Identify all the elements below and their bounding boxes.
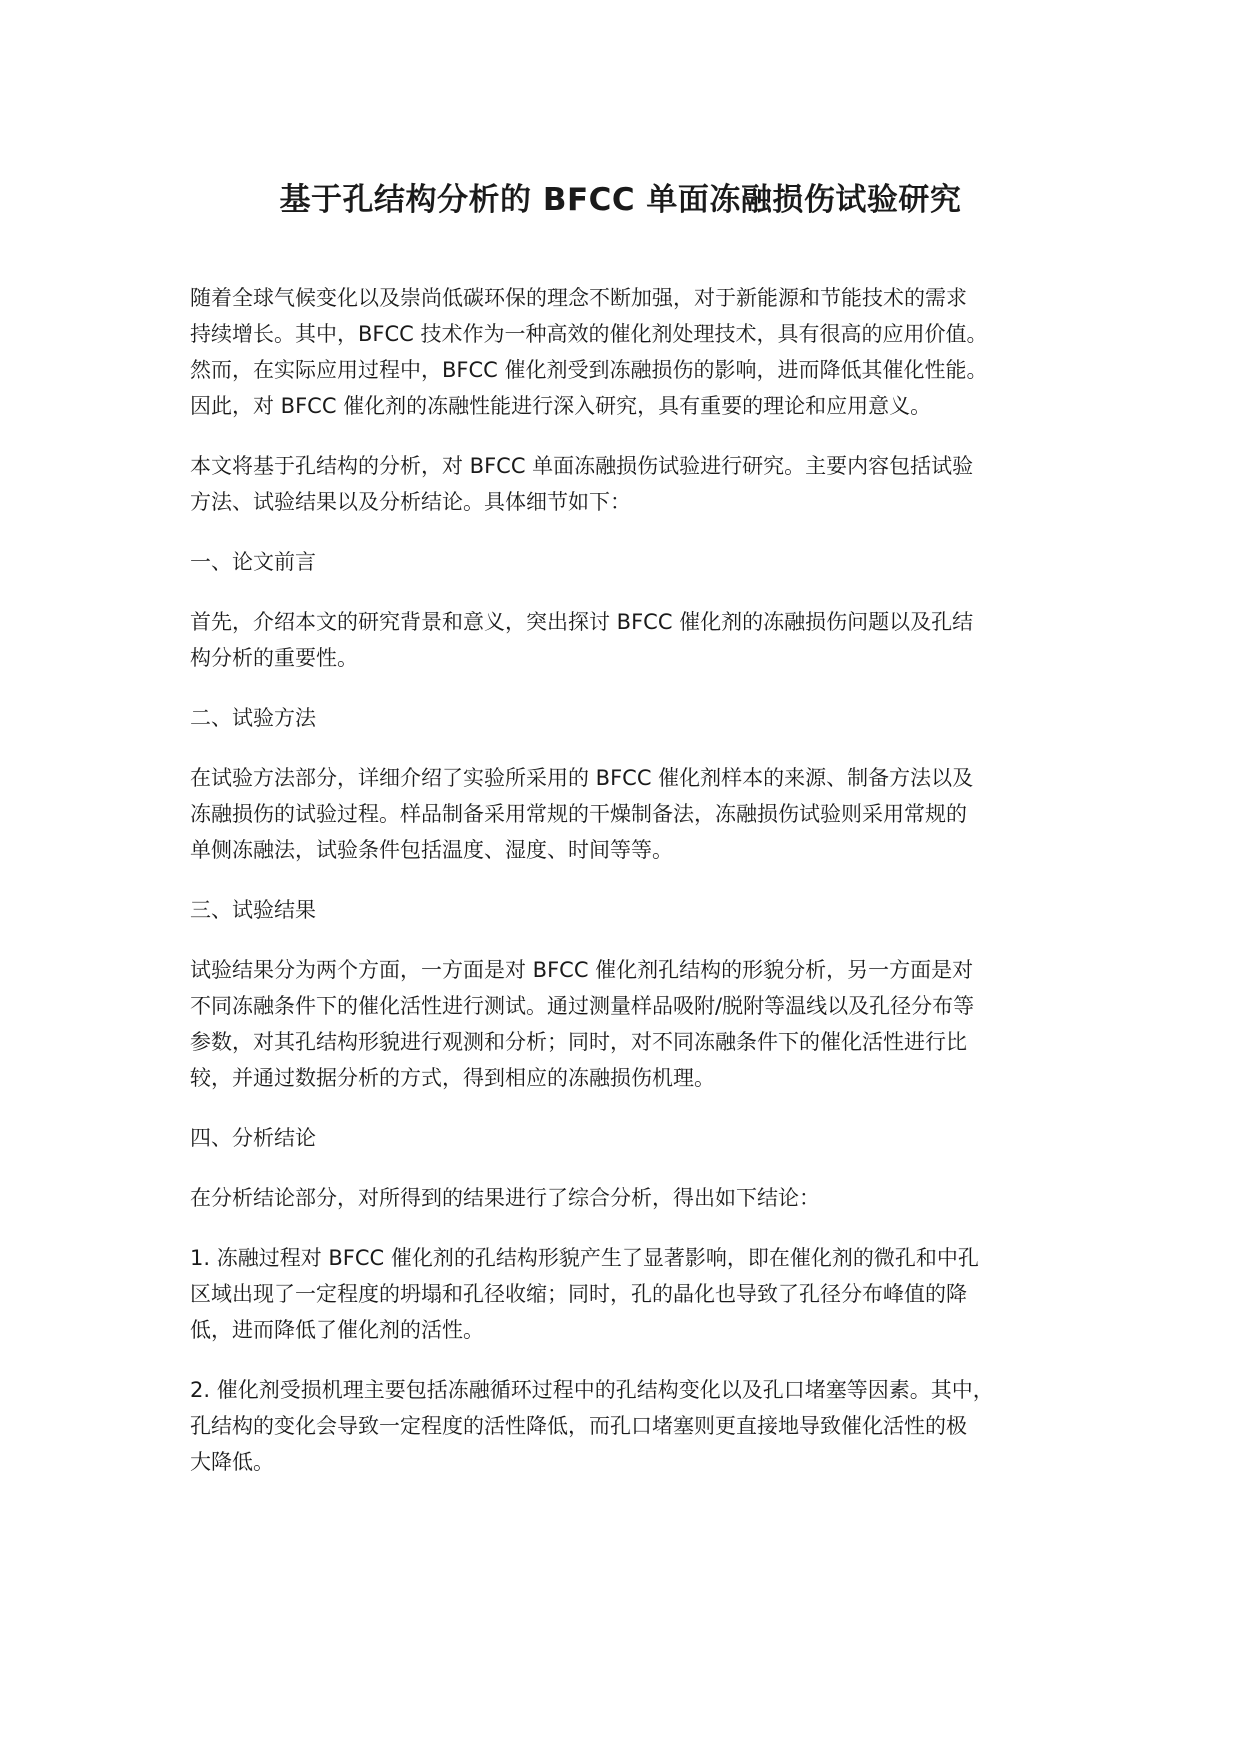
- document-title: 基于孔结构分析的 BFCC 单面冻融损伤试验研究: [279, 182, 962, 218]
- section-heading-method: [190, 700, 1050, 736]
- paragraph-intro-1: [190, 280, 1050, 424]
- text-line: 本文将基于孔结构的分析，对 BFCC 单面冻融损伤试验进行研究。主要内容包括试验: [190, 454, 974, 478]
- text-line: 低，进而降低了催化剂的活性。: [190, 1318, 484, 1342]
- paragraph-results: [190, 952, 1050, 1096]
- text-line: 随着全球气候变化以及崇尚低碳环保的理念不断加强，对于新能源和节能技术的需求: [190, 286, 967, 310]
- paragraph-preface: [190, 604, 1050, 676]
- section-heading-preface: [190, 544, 1050, 580]
- paragraph-conclusion-intro: [190, 1180, 1050, 1216]
- text-line: 2. 催化剂受损机理主要包括冻融循环过程中的孔结构变化以及孔口堵塞等因素。其中，: [190, 1378, 994, 1402]
- heading-text: 四、分析结论: [190, 1126, 316, 1150]
- heading-text: 一、论文前言: [190, 550, 316, 574]
- text-line: 试验结果分为两个方面，一方面是对 BFCC 催化剂孔结构的形貌分析，另一方面是对: [190, 958, 974, 982]
- text-line: 大降低。: [190, 1450, 274, 1474]
- text-line: 在试验方法部分，详细介绍了实验所采用的 BFCC 催化剂样本的来源、制备方法以及: [190, 766, 974, 790]
- heading-text: 二、试验方法: [190, 706, 316, 730]
- paragraph-conclusion-2: [190, 1372, 1050, 1480]
- text-line: 因此，对 BFCC 催化剂的冻融性能进行深入研究，具有重要的理论和应用意义。: [190, 394, 932, 418]
- text-line: 然而，在实际应用过程中，BFCC 催化剂受到冻融损伤的影响，进而降低其催化性能。: [190, 358, 988, 382]
- paragraph-conclusion-1: [190, 1240, 1050, 1348]
- text-line: 较，并通过数据分析的方式，得到相应的冻融损伤机理。: [190, 1066, 715, 1090]
- text-line: 孔结构的变化会导致一定程度的活性降低，而孔口堵塞则更直接地导致催化活性的极: [190, 1414, 967, 1438]
- paragraph-method: [190, 760, 1050, 868]
- section-heading-conclusion: [190, 1120, 1050, 1156]
- document-body: [190, 280, 1050, 1504]
- text-line: 构分析的重要性。: [190, 646, 358, 670]
- text-line: 参数，对其孔结构形貌进行观测和分析；同时，对不同冻融条件下的催化活性进行比: [190, 1030, 967, 1054]
- text-line: 不同冻融条件下的催化活性进行测试。通过测量样品吸附/脱附等温线以及孔径分布等: [190, 994, 975, 1018]
- text-line: 持续增长。其中，BFCC 技术作为一种高效的催化剂处理技术，具有很高的应用价值。: [190, 322, 988, 346]
- text-line: 1. 冻融过程对 BFCC 催化剂的孔结构形貌产生了显著影响，即在催化剂的微孔和中孔: [190, 1246, 979, 1270]
- text-line: 区域出现了一定程度的坍塌和孔径收缩；同时，孔的晶化也导致了孔径分布峰值的降: [190, 1282, 967, 1306]
- paragraph-intro-2: [190, 448, 1050, 520]
- text-line: 单侧冻融法，试验条件包括温度、湿度、时间等等。: [190, 838, 673, 862]
- text-line: 方法、试验结果以及分析结论。具体细节如下：: [190, 490, 631, 514]
- text-line: 冻融损伤的试验过程。样品制备采用常规的干燥制备法，冻融损伤试验则采用常规的: [190, 802, 967, 826]
- section-heading-results: [190, 892, 1050, 928]
- text-line: 首先，介绍本文的研究背景和意义，突出探讨 BFCC 催化剂的冻融损伤问题以及孔结: [190, 610, 974, 634]
- heading-text: 三、试验结果: [190, 898, 316, 922]
- text-line: 在分析结论部分，对所得到的结果进行了综合分析，得出如下结论：: [190, 1186, 820, 1210]
